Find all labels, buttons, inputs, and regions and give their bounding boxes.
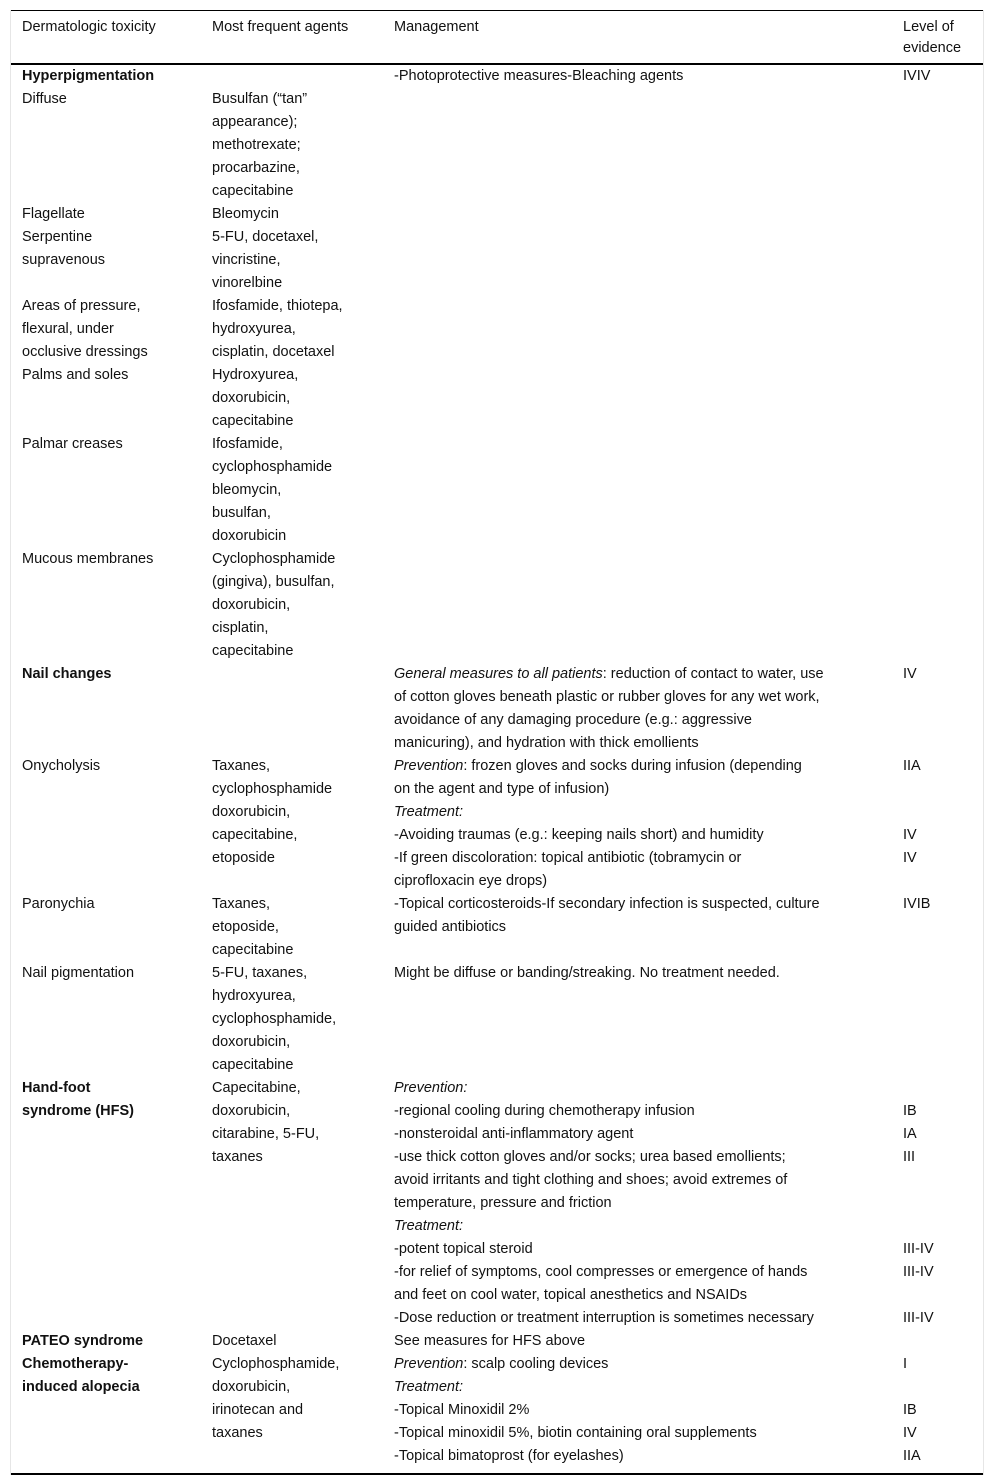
- agents-cell: Busulfan (“tan” appearance); methotrexate; procarbazine, capecitabine: [212, 91, 308, 199]
- header-level: Level of evidence: [892, 11, 983, 65]
- agents-cell: Cyclophosphamide, doxorubicin, irinotecan and taxanes: [212, 1356, 340, 1441]
- management-text: -Photoprotective measures-Bleaching agents: [394, 68, 684, 84]
- evidence-level: [892, 801, 983, 824]
- management-text: : reduction of contact to water, use of cotton gloves beneath plastic or rubber gloves for any wet work, avoidance of any damaging procedure (e.g.: aggressive manicuring), and hydration with thick emollients: [394, 666, 824, 751]
- evidence-level: [892, 962, 983, 1077]
- toxicity-cell: Flagellate: [22, 206, 85, 222]
- management-cell: [383, 847, 892, 893]
- toxicity-cell: Serpentine supravenous: [22, 229, 106, 268]
- evidence-level: [892, 1215, 983, 1238]
- evidence-level: IV: [903, 666, 917, 682]
- evidence-level: IB: [903, 1103, 917, 1119]
- management-text: -Topical bimatoprost (for eyelashes): [394, 1448, 624, 1464]
- agents-cell: [201, 663, 383, 755]
- evidence-level: IA: [903, 1126, 917, 1142]
- management-cell: [383, 64, 892, 663]
- table-header: [11, 11, 983, 65]
- toxicity-cell: PATEO syndrome: [22, 1333, 144, 1349]
- evidence-level: [892, 1077, 983, 1100]
- management-emphasis: Prevention: [394, 758, 464, 774]
- table-row: [11, 1077, 983, 1100]
- agents-cell: 5-FU, taxanes, hydroxyurea, cyclophosphamide, doxorubicin, capecitabine: [212, 965, 337, 1073]
- evidence-level: IV: [903, 827, 917, 843]
- toxicity-cell: Hyperpigmentation: [22, 68, 155, 84]
- agents-cell: Bleomycin: [212, 206, 279, 222]
- agents-cell: Docetaxel: [212, 1333, 277, 1349]
- management-text: -Topical corticosteroids-If secondary infection is suspected, culture guided antibiotics: [394, 896, 820, 935]
- agents-cell: Capecitabine, doxorubicin, citarabine, 5-FU, taxanes: [212, 1080, 320, 1165]
- evidence-level: [892, 1376, 983, 1399]
- agents-cell: Taxanes, etoposide, capecitabine: [212, 896, 294, 958]
- evidence-level: IVIB: [903, 896, 931, 912]
- table-row: [11, 64, 983, 88]
- management-text: See measures for HFS above: [394, 1333, 586, 1349]
- table-row: [11, 893, 983, 962]
- table-row: [11, 1330, 983, 1353]
- toxicity-cell: Onycholysis: [22, 758, 101, 774]
- toxicity-cell: Mucous membranes: [22, 551, 154, 567]
- evidence-level: IV: [903, 850, 917, 866]
- management-text: -nonsteroidal anti-inflammatory agent: [394, 1126, 634, 1142]
- management-cell: [383, 893, 892, 962]
- table-row: [11, 755, 983, 801]
- evidence-level: III-IV: [903, 1264, 934, 1280]
- management-cell: [383, 1261, 892, 1307]
- management-cell: [383, 1123, 892, 1146]
- management-text: -potent topical steroid: [394, 1241, 533, 1257]
- management-text: -If green discoloration: topical antibiotic (tobramycin or ciprofloxacin eye drops): [394, 850, 742, 889]
- toxicity-cell: Palmar creases: [22, 436, 123, 452]
- agents-cell: 5-FU, docetaxel, vincristine, vinorelbine: [212, 229, 319, 291]
- toxicity-cell: Nail changes: [22, 666, 112, 682]
- evidence-level: III-IV: [903, 1310, 934, 1326]
- management-cell: [383, 1399, 892, 1422]
- evidence-level: IB: [903, 1402, 917, 1418]
- table-row: [11, 663, 983, 755]
- management-text: -Avoiding traumas (e.g.: keeping nails short) and humidity: [394, 827, 764, 843]
- management-cell: [383, 1422, 892, 1445]
- agents-cell: Cyclophosphamide (gingiva), busulfan, doxorubicin, cisplatin, capecitabine: [212, 551, 336, 659]
- evidence-level: IIA: [903, 758, 921, 774]
- management-cell: [383, 1307, 892, 1330]
- management-cell: [383, 824, 892, 847]
- evidence-level: IVIV: [903, 68, 931, 84]
- dermatologic-toxicity-table: [11, 10, 983, 1475]
- agents-cell: Ifosfamide, thiotepa, hydroxyurea, cisplatin, docetaxel: [212, 298, 343, 360]
- management-cell: [383, 962, 892, 1077]
- management-text: -Dose reduction or treatment interruption is sometimes necessary: [394, 1310, 814, 1326]
- management-cell: [383, 1445, 892, 1474]
- management-cell: [383, 755, 892, 801]
- management-cell: [383, 1353, 892, 1376]
- management-emphasis: Prevention: [394, 1356, 464, 1372]
- management-cell: [383, 801, 892, 824]
- management-cell: [383, 1146, 892, 1215]
- management-cell: [383, 1330, 892, 1353]
- management-emphasis: Treatment:: [394, 804, 464, 820]
- toxicity-cell: Hand-foot syndrome (HFS): [22, 1080, 134, 1119]
- agents-cell: Hydroxyurea, doxorubicin, capecitabine: [212, 367, 299, 429]
- evidence-level: III: [903, 1149, 916, 1165]
- agents-cell: Ifosfamide, cyclophosphamide bleomycin, busulfan, doxorubicin: [212, 436, 333, 544]
- management-cell: [383, 1376, 892, 1399]
- management-cell: [383, 1077, 892, 1100]
- management-cell: [383, 1215, 892, 1238]
- evidence-level: IIA: [903, 1448, 921, 1464]
- agents-cell: Taxanes, cyclophosphamide doxorubicin, capecitabine, etoposide: [212, 758, 333, 866]
- management-text: : scalp cooling devices: [463, 1356, 609, 1372]
- management-text: -Topical Minoxidil 2%: [394, 1402, 530, 1418]
- header-management: Management: [383, 11, 892, 65]
- management-cell: [383, 1238, 892, 1261]
- management-text: -Topical minoxidil 5%, biotin containing oral supplements: [394, 1425, 757, 1441]
- management-text: : frozen gloves and socks during infusion (depending on the agent and type of infusion): [394, 758, 802, 797]
- management-text: -for relief of symptoms, cool compresses or emergence of hands and feet on cool water, topical anesthetics and NSAIDs: [394, 1264, 808, 1303]
- management-text: -regional cooling during chemotherapy infusion: [394, 1103, 695, 1119]
- management-emphasis: Treatment:: [394, 1379, 464, 1395]
- evidence-level: III-IV: [903, 1241, 934, 1257]
- table-body: [11, 64, 983, 1474]
- table-row: [11, 1353, 983, 1376]
- toxicity-cell: Nail pigmentation: [22, 965, 135, 981]
- header-row: [11, 11, 983, 65]
- agents-cell: [201, 64, 383, 88]
- table-frame: [10, 10, 984, 1475]
- management-emphasis: Prevention:: [394, 1080, 468, 1096]
- header-agents: Most frequent agents: [201, 11, 383, 65]
- management-text: Might be diffuse or banding/streaking. No treatment needed.: [394, 965, 780, 981]
- table-row: [11, 962, 983, 1077]
- evidence-level: [892, 1330, 983, 1353]
- management-emphasis: Treatment:: [394, 1218, 464, 1234]
- toxicity-cell: Areas of pressure, flexural, under occlusive dressings: [22, 298, 148, 360]
- evidence-level: IV: [903, 1425, 917, 1441]
- management-cell: [383, 1100, 892, 1123]
- header-toxicity: Dermatologic toxicity: [11, 11, 201, 65]
- toxicity-cell: Diffuse: [22, 91, 67, 107]
- management-emphasis: General measures to all patients: [394, 666, 603, 682]
- toxicity-cell: Paronychia: [22, 896, 95, 912]
- toxicity-cell: Chemotherapy- induced alopecia: [22, 1356, 140, 1395]
- management-text: -use thick cotton gloves and/or socks; urea based emollients; avoid irritants and tight clothing and shoes; avoid extremes of temperature, pressure and friction: [394, 1149, 788, 1211]
- toxicity-cell: Palms and soles: [22, 367, 129, 383]
- evidence-level: I: [903, 1356, 908, 1372]
- management-cell: [383, 663, 892, 755]
